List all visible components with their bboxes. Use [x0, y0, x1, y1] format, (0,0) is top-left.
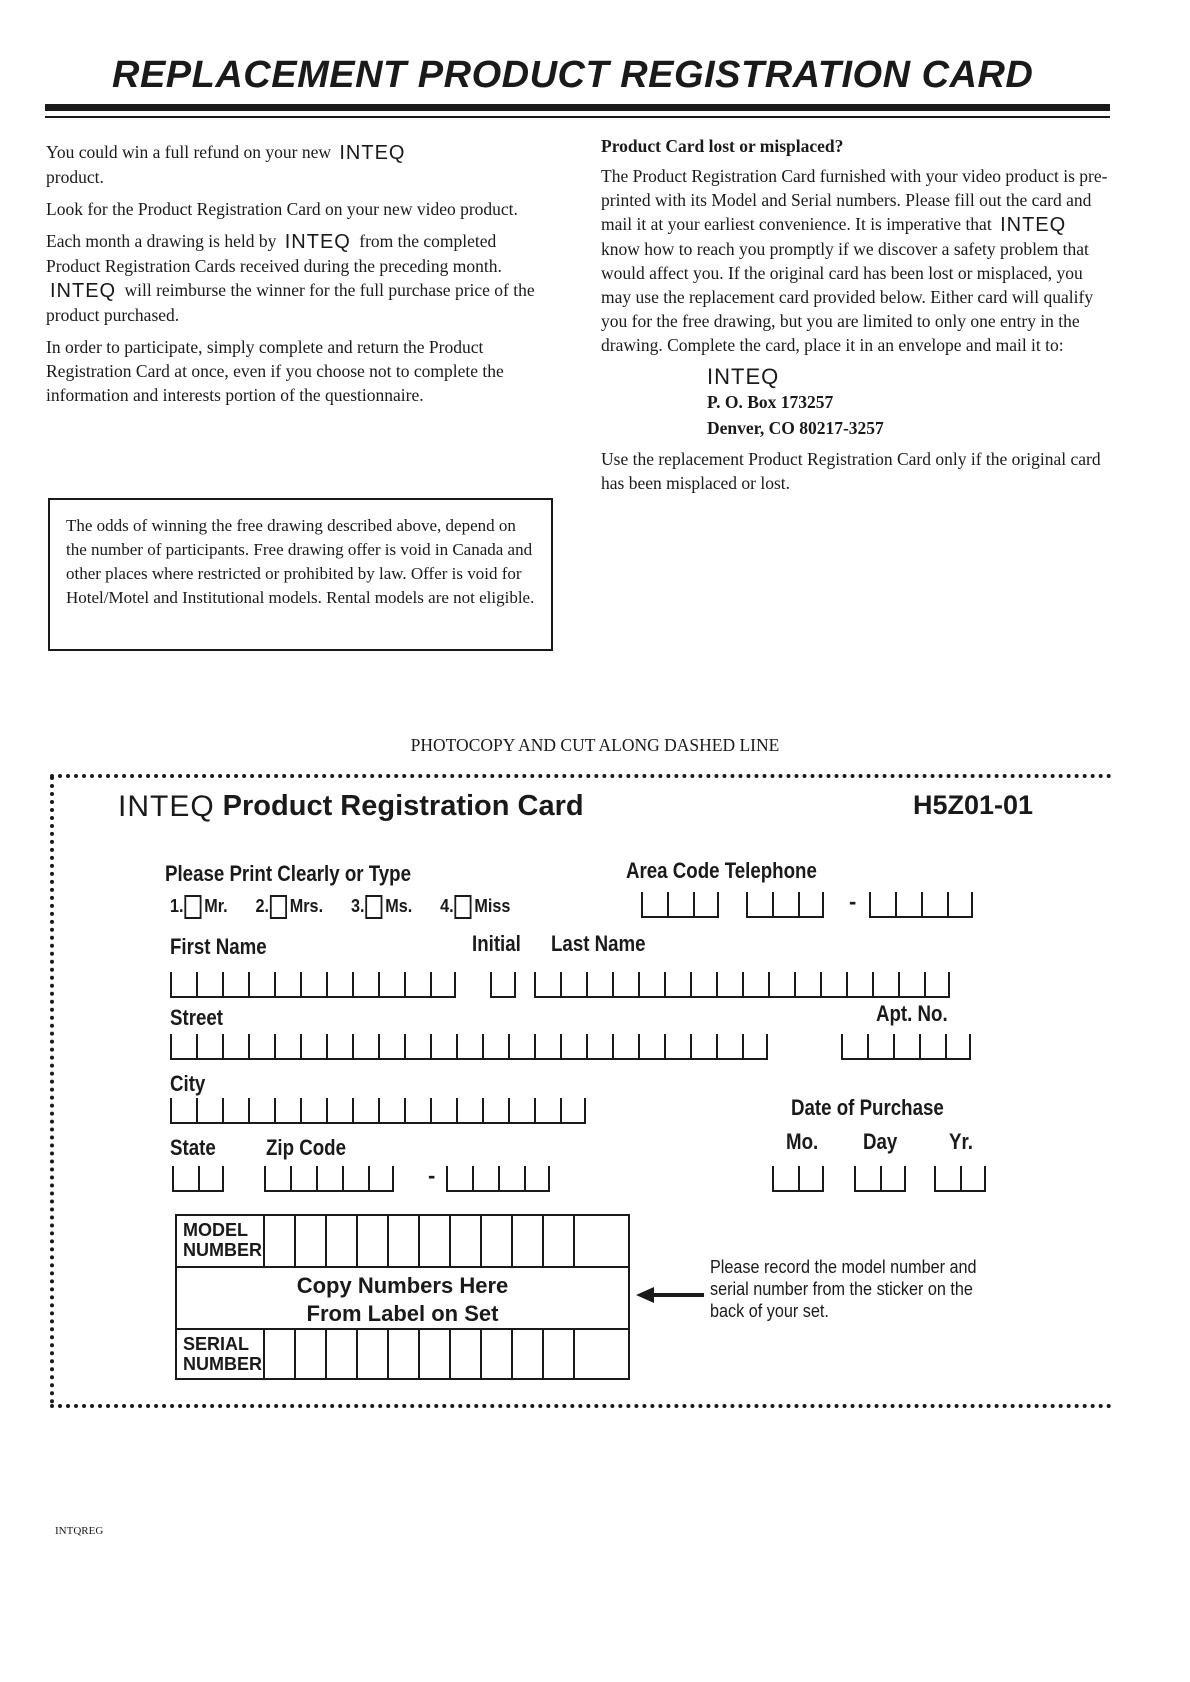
entry-box[interactable] [248, 972, 274, 998]
entry-box[interactable] [867, 1034, 893, 1060]
digit-box[interactable] [265, 1330, 296, 1378]
right-column [601, 134, 1109, 503]
print-clearly-label: Please Print Clearly or Type [165, 861, 411, 886]
entry-box[interactable] [170, 972, 196, 998]
entry-box[interactable] [404, 1098, 430, 1124]
entry-box[interactable] [921, 892, 947, 918]
entry-box[interactable] [482, 1098, 508, 1124]
entry-box[interactable] [490, 972, 516, 998]
zip-hyphen: - [428, 1163, 436, 1188]
entry-box[interactable] [524, 1166, 550, 1192]
digit-box[interactable] [575, 1216, 606, 1266]
inteq-logo: INTEQ [284, 231, 351, 253]
entry-box[interactable] [352, 1098, 378, 1124]
left-column [46, 140, 554, 415]
entry-box[interactable] [446, 1166, 472, 1192]
salutation-ms[interactable] [351, 896, 412, 916]
digit-box[interactable] [420, 1216, 451, 1266]
copy-line: From Label on Set [306, 1301, 499, 1326]
entry-box[interactable] [472, 1166, 498, 1192]
entry-box[interactable] [693, 892, 719, 918]
card-code: H5Z01-01 [913, 790, 1034, 820]
address-line-1: P. O. Box 173257 [707, 392, 834, 412]
entry-box[interactable] [290, 1166, 316, 1192]
last-name-boxes[interactable] [534, 972, 950, 998]
entry-box[interactable] [664, 972, 690, 998]
entry-box[interactable] [368, 1166, 394, 1192]
entry-box[interactable] [560, 1098, 586, 1124]
entry-box[interactable] [352, 1034, 378, 1060]
entry-box[interactable] [667, 892, 693, 918]
entry-box[interactable] [794, 972, 820, 998]
model-serial-table [175, 1214, 630, 1380]
entry-box[interactable] [170, 1098, 196, 1124]
digit-box[interactable] [358, 1216, 389, 1266]
entry-box[interactable] [300, 1034, 326, 1060]
record-numbers-note: Please record the model number and serial number from the sticker on the back of your set. [710, 1257, 977, 1321]
entry-box[interactable] [326, 1098, 352, 1124]
entry-box[interactable] [560, 972, 586, 998]
inteq-logo: INTEQ [118, 790, 215, 823]
entry-box[interactable] [342, 1166, 368, 1192]
entry-box[interactable] [352, 972, 378, 998]
salutation-num: 1. [170, 895, 184, 916]
apt-no-boxes[interactable] [841, 1034, 971, 1060]
entry-box[interactable] [430, 972, 456, 998]
digit-box[interactable] [451, 1216, 482, 1266]
label-line: MODEL [183, 1220, 248, 1240]
first-name-boxes[interactable] [170, 972, 456, 998]
entry-box[interactable] [248, 1098, 274, 1124]
lost-card-heading: Product Card lost or misplaced? [601, 136, 844, 156]
entry-box[interactable] [947, 892, 973, 918]
digit-box[interactable] [327, 1216, 358, 1266]
odds-notice-box [48, 498, 553, 651]
entry-box[interactable] [378, 1098, 404, 1124]
entry-box[interactable] [534, 972, 560, 998]
cut-instruction: PHOTOCOPY AND CUT ALONG DASHED LINE [410, 735, 780, 755]
digit-box[interactable] [389, 1330, 420, 1378]
digit-box[interactable] [575, 1330, 606, 1378]
text: product. [46, 167, 104, 187]
entry-box[interactable] [638, 972, 664, 998]
serial-number-row [177, 1328, 628, 1378]
entry-box[interactable] [534, 1034, 560, 1060]
date-of-purchase-label: Date of Purchase [791, 1095, 944, 1120]
initial-box[interactable] [490, 972, 516, 998]
entry-box[interactable] [820, 972, 846, 998]
entry-box[interactable] [641, 892, 667, 918]
entry-box[interactable] [196, 1034, 222, 1060]
odds-notice-text: The odds of winning the free drawing described above, depend on the number of participants. Free drawing offer is void in Canada and other places where restricted or prohibited by law. Offer is void for Hotel/Motel and Institutional models. Rental models are not eligible. [66, 516, 535, 607]
cut-line-bottom [50, 1404, 1112, 1408]
checkbox-ms[interactable] [365, 895, 382, 919]
entry-box[interactable] [742, 1034, 768, 1060]
entry-box[interactable] [690, 972, 716, 998]
entry-box[interactable] [638, 1034, 664, 1060]
paragraph-look-for: Look for the Product Registration Card on your new video product. [46, 199, 518, 219]
inteq-logo: INTEQ [50, 280, 117, 302]
entry-box[interactable] [508, 1098, 534, 1124]
entry-box[interactable] [316, 1166, 342, 1192]
apt-no-label: Apt. No. [876, 1001, 948, 1026]
paragraph-lost-card [601, 164, 1109, 357]
entry-box[interactable] [560, 1034, 586, 1060]
state-label: State [170, 1135, 216, 1160]
entry-box[interactable] [222, 1034, 248, 1060]
salutation-group [170, 895, 510, 919]
phone-prefix-boxes[interactable] [746, 892, 824, 918]
digit-box[interactable] [296, 1330, 327, 1378]
digit-box[interactable] [482, 1216, 513, 1266]
model-number-row [177, 1216, 628, 1268]
entry-box[interactable] [300, 972, 326, 998]
salutation-label: Mr. [204, 895, 228, 916]
checkbox-mr[interactable] [184, 895, 201, 919]
entry-box[interactable] [798, 1166, 824, 1192]
paragraph-refund [46, 140, 554, 189]
entry-box[interactable] [534, 1098, 560, 1124]
entry-box[interactable] [880, 1166, 906, 1192]
digit-box[interactable] [296, 1216, 327, 1266]
entry-box[interactable] [326, 972, 352, 998]
entry-box[interactable] [869, 892, 895, 918]
entry-box[interactable] [934, 1166, 960, 1192]
entry-box[interactable] [612, 972, 638, 998]
paragraph-participate: In order to participate, simply complete and return the Product Registration Card at once, even if you choose not to complete the information and interests portion of the questionnaire. [46, 337, 504, 405]
entry-box[interactable] [924, 972, 950, 998]
entry-box[interactable] [274, 1098, 300, 1124]
entry-box[interactable] [716, 1034, 742, 1060]
entry-box[interactable] [326, 1034, 352, 1060]
salutation-label: Miss [474, 895, 511, 916]
entry-box[interactable] [498, 1166, 524, 1192]
entry-box[interactable] [772, 1166, 798, 1192]
text: will reimburse the winner for the full purchase price of the product purchased. [46, 280, 535, 325]
title-rule-thick [45, 104, 1110, 111]
card-title [118, 790, 584, 824]
entry-box[interactable] [772, 892, 798, 918]
inteq-logo: INTEQ [339, 142, 406, 164]
first-name-label: First Name [170, 934, 267, 959]
entry-box[interactable] [378, 972, 404, 998]
salutation-label: Ms. [385, 895, 413, 916]
entry-box[interactable] [872, 972, 898, 998]
entry-box[interactable] [196, 972, 222, 998]
salutation-miss[interactable] [440, 896, 510, 916]
salutation-num: 3. [350, 895, 365, 916]
model-number-cells[interactable] [265, 1216, 628, 1266]
city-label: City [170, 1071, 206, 1096]
zip-plus4-boxes[interactable] [446, 1166, 550, 1192]
entry-box[interactable] [198, 1166, 224, 1192]
salutation-num: 2. [255, 895, 270, 916]
entry-box[interactable] [854, 1166, 880, 1192]
salutation-label: Mrs. [289, 895, 324, 916]
entry-box[interactable] [893, 1034, 919, 1060]
entry-box[interactable] [612, 1034, 638, 1060]
digit-box[interactable] [327, 1330, 358, 1378]
day-label: Day [863, 1129, 898, 1154]
cut-line-top [50, 774, 1112, 778]
salutation-mrs[interactable] [256, 896, 324, 916]
zip-code-label: Zip Code [266, 1135, 346, 1160]
entry-box[interactable] [404, 1034, 430, 1060]
mailing-address [601, 365, 1109, 441]
entry-box[interactable] [768, 972, 794, 998]
checkbox-mrs[interactable] [270, 895, 287, 919]
city-boxes[interactable] [170, 1098, 586, 1124]
digit-box[interactable] [482, 1330, 513, 1378]
entry-box[interactable] [664, 1034, 690, 1060]
inteq-logo: INTEQ [707, 364, 780, 389]
digit-box[interactable] [358, 1330, 389, 1378]
entry-box[interactable] [378, 1034, 404, 1060]
text: from the completed Product Registration Cards received during the preceding month. [46, 231, 502, 276]
entry-box[interactable] [919, 1034, 945, 1060]
purchase-year-boxes[interactable] [934, 1166, 986, 1192]
entry-box[interactable] [586, 972, 612, 998]
entry-box[interactable] [264, 1166, 290, 1192]
serial-number-label [177, 1330, 265, 1378]
last-name-label: Last Name [551, 931, 646, 956]
digit-box[interactable] [544, 1216, 575, 1266]
year-label: Yr. [949, 1129, 973, 1154]
state-boxes[interactable] [172, 1166, 224, 1192]
digit-box[interactable] [513, 1216, 544, 1266]
purchase-month-boxes[interactable] [772, 1166, 824, 1192]
month-label: Mo. [786, 1129, 819, 1154]
label-line: SERIAL [183, 1334, 250, 1354]
checkbox-miss[interactable] [455, 895, 472, 919]
entry-box[interactable] [798, 892, 824, 918]
serial-number-cells[interactable] [265, 1330, 628, 1378]
entry-box[interactable] [456, 1098, 482, 1124]
entry-box[interactable] [172, 1166, 198, 1192]
entry-box[interactable] [300, 1098, 326, 1124]
text: know how to reach you promptly if we discover a safety problem that would affect you. If the original card has been lost or misplaced, you may use the replacement card provided below. Either card will qualify you for the free drawing, but you are limited to only one entry in the drawing. Complete the card, place it in an envelope and mail it to: [601, 239, 1094, 355]
phone-hyphen: - [849, 889, 857, 914]
page-title: REPLACEMENT PRODUCT REGISTRATION CARD [112, 54, 1034, 96]
card-title-text: Product Registration Card [222, 790, 584, 822]
entry-box[interactable] [430, 1034, 456, 1060]
entry-box[interactable] [508, 1034, 534, 1060]
text: The Product Registration Card furnished with your video product is pre-printed with its Model and Serial numbers. Please fill out the card and mail it at your earliest convenience. It is imperative that [601, 166, 1108, 234]
entry-box[interactable] [841, 1034, 867, 1060]
area-code-telephone-label: Area Code Telephone [626, 858, 817, 883]
entry-box[interactable] [482, 1034, 508, 1060]
address-line-2: Denver, CO 80217-3257 [707, 418, 884, 438]
label-line: NUMBER [183, 1240, 262, 1260]
copy-numbers-instruction [177, 1272, 628, 1328]
copy-line: Copy Numbers Here [296, 1273, 509, 1298]
paragraph-drawing [46, 229, 554, 327]
digit-box[interactable] [513, 1330, 544, 1378]
salutation-mr[interactable] [170, 896, 228, 916]
entry-box[interactable] [960, 1166, 986, 1192]
digit-box[interactable] [544, 1330, 575, 1378]
street-label: Street [170, 1005, 224, 1030]
salutation-num: 4. [440, 895, 454, 916]
text: Each month a drawing is held by [46, 231, 277, 251]
label-line: NUMBER [183, 1354, 262, 1374]
left-arrow-icon [636, 1285, 706, 1305]
entry-box[interactable] [898, 972, 924, 998]
footer-code: INTQREG [55, 1525, 104, 1537]
entry-box[interactable] [716, 972, 742, 998]
phone-line-boxes[interactable] [869, 892, 973, 918]
entry-box[interactable] [746, 892, 772, 918]
digit-box[interactable] [265, 1216, 296, 1266]
area-code-boxes[interactable] [641, 892, 719, 918]
entry-box[interactable] [170, 1034, 196, 1060]
paragraph-use-replacement: Use the replacement Product Registration Card only if the original card has been misplaced or lost. [601, 449, 1101, 493]
entry-box[interactable] [586, 1034, 612, 1060]
entry-box[interactable] [248, 1034, 274, 1060]
initial-label: Initial [472, 931, 521, 956]
digit-box[interactable] [451, 1330, 482, 1378]
entry-box[interactable] [404, 972, 430, 998]
entry-box[interactable] [456, 1034, 482, 1060]
cut-line-left [50, 776, 54, 1404]
entry-box[interactable] [945, 1034, 971, 1060]
model-number-label [177, 1216, 265, 1266]
entry-box[interactable] [222, 1098, 248, 1124]
entry-box[interactable] [690, 1034, 716, 1060]
inteq-logo: INTEQ [1000, 214, 1067, 236]
entry-box[interactable] [274, 1034, 300, 1060]
entry-box[interactable] [846, 972, 872, 998]
title-rule-thin [45, 116, 1110, 118]
entry-box[interactable] [196, 1098, 222, 1124]
entry-box[interactable] [222, 972, 248, 998]
digit-box[interactable] [420, 1330, 451, 1378]
zip-boxes[interactable] [264, 1166, 394, 1192]
entry-box[interactable] [895, 892, 921, 918]
purchase-day-boxes[interactable] [854, 1166, 906, 1192]
digit-box[interactable] [389, 1216, 420, 1266]
entry-box[interactable] [274, 972, 300, 998]
entry-box[interactable] [742, 972, 768, 998]
entry-box[interactable] [430, 1098, 456, 1124]
text: You could win a full refund on your new [46, 142, 331, 162]
street-boxes[interactable] [170, 1034, 768, 1060]
